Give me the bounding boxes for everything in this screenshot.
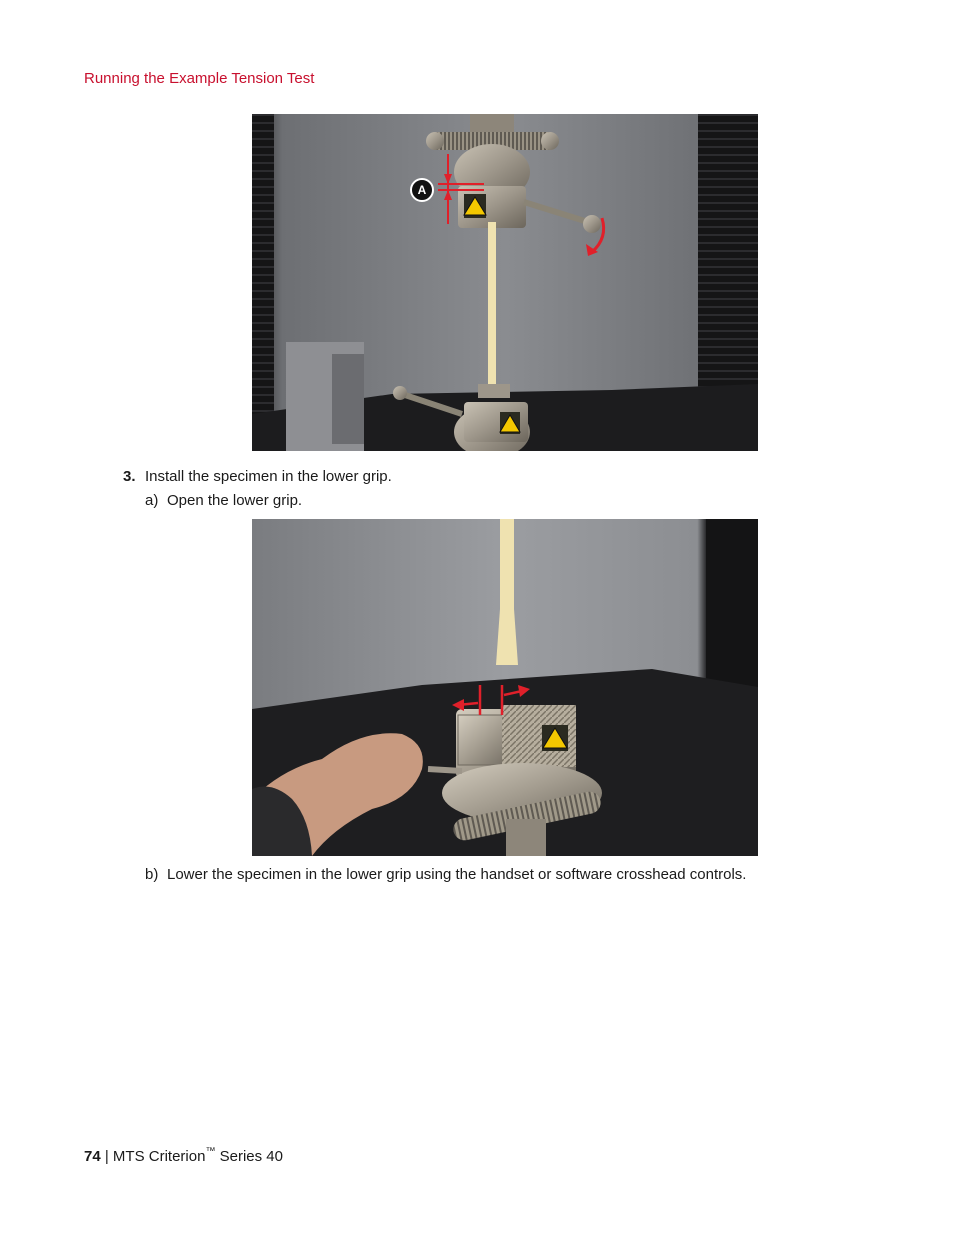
callout-a-label: A bbox=[417, 183, 427, 197]
substep-a bbox=[145, 492, 302, 509]
section-title: Running the Example Tension Test bbox=[84, 70, 315, 87]
substep-marker: a) bbox=[145, 492, 159, 509]
product-series: Series 40 bbox=[215, 1148, 283, 1165]
substep-text: Open the lower grip. bbox=[167, 492, 303, 509]
step-text: Install the specimen in the lower grip. bbox=[145, 468, 392, 485]
page-footer bbox=[84, 1148, 283, 1165]
trademark-symbol: ™ bbox=[205, 1146, 216, 1157]
substep-marker: b) bbox=[145, 866, 159, 883]
substep-text: Lower the specimen in the lower grip using the handset or software crosshead controls. bbox=[167, 866, 747, 883]
step-3 bbox=[123, 468, 392, 485]
product-name: MTS Criterion bbox=[112, 1148, 206, 1165]
substep-b bbox=[145, 866, 746, 883]
page-number: 74 bbox=[84, 1148, 101, 1165]
lower-grip-photo bbox=[252, 519, 758, 856]
callout-a-badge bbox=[410, 178, 434, 202]
footer-separator: | bbox=[100, 1148, 113, 1165]
upper-grip-photo bbox=[252, 114, 758, 451]
step-number: 3. bbox=[123, 468, 136, 485]
